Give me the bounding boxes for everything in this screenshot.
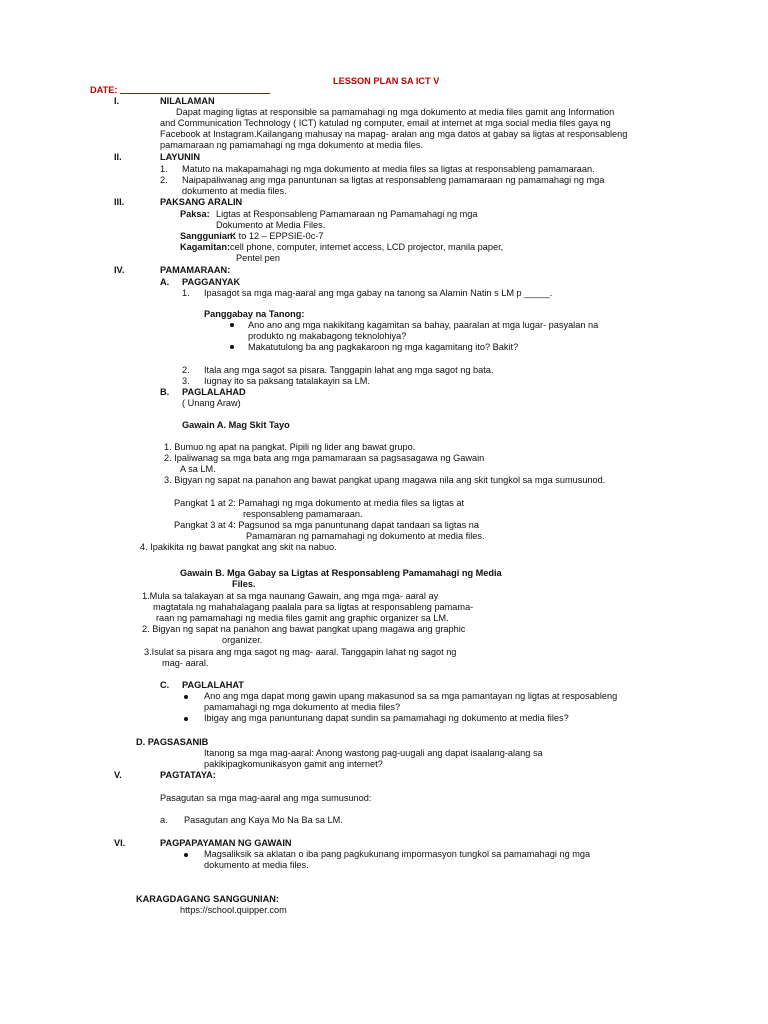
- nilalaman-line-2: and Communication Technology ( ICT) katulad ng computer, email at internet at mga social media files gaya ng: [160, 118, 611, 128]
- bullet-icon: [230, 345, 234, 349]
- pagganyak-3-number: 3.: [182, 376, 190, 386]
- pagganyak-3-text: Iugnay ito sa paksang tatalakayin sa LM.: [204, 376, 370, 386]
- gawain-a-step-4: 4. Ipakikita ng bawat pangkat ang skit na nabuo.: [140, 542, 337, 552]
- paglalahad-heading: PAGLALAHAD: [182, 387, 246, 397]
- nilalaman-line-4: pamamaraan ng pamamahagi ng mga dokumento at media files.: [160, 140, 424, 150]
- layunin-2-cont: dokumento at media files.: [182, 186, 287, 196]
- pagsasanib-line-1: Itanong sa mga mag-aaral: Anong wastong pag-uugali ang dapat isaalang-alang sa: [204, 748, 543, 758]
- panggabay-2: Makatutulong ba ang pagkakaroon ng mga kagamitang ito? Bakit?: [248, 342, 519, 352]
- gawain-b-step-3-line-2: mag- aaral.: [162, 658, 209, 668]
- date-label: DATE:: [90, 85, 118, 95]
- pagpapayaman-line-2: dokumento at media files.: [204, 860, 309, 870]
- pangkat-1-2-line-2: responsableng pamamaraan.: [243, 509, 363, 519]
- paglalahat-2: Ibigay ang mga panuntunang dapat sundin sa pamamahagi ng dokumento at media files?: [204, 713, 569, 723]
- paglalahat-letter: C.: [160, 680, 170, 690]
- paksa-line-2: Dokumento at Media Files.: [216, 220, 326, 230]
- pagtataya-intro: Pasagutan sa mga mag-aaral ang mga sumusunod:: [160, 793, 372, 803]
- section-iv-number: IV.: [114, 265, 125, 275]
- pagganyak-1-number: 1.: [182, 288, 190, 298]
- paglalahad-subheading: ( Unang Araw): [182, 398, 241, 408]
- pagsasanib-line-2: pakikipagkomunikasyon gamit ang internet?: [204, 759, 383, 769]
- layunin-1-text: Matuto na makapamahagi ng mga dokumento at media files sa ligtas at responsableng pamamaraan.: [182, 164, 595, 174]
- panggabay-heading: Panggabay na Tanong:: [204, 309, 305, 319]
- pagganyak-1-text: Ipasagot sa mga mag-aaral ang mga gabay na tanong sa Alamin Natin s LM p _____.: [204, 288, 553, 298]
- gawain-b-step-2-line-1: 2. Bigyan ng sapat na panahon ang bawat pangkat upang magawa ang graphic: [142, 624, 466, 634]
- layunin-2-text: Naipapaliwanag ang mga panuntunan sa ligtas at responsableng pamamaraan ng pamamahagi ng mga: [182, 175, 605, 185]
- layunin-2-number: 2.: [160, 175, 168, 185]
- kagamitan-line-1: cell phone, computer, internet access, LCD projector, manila paper,: [230, 242, 504, 252]
- gawain-a-step-2-line-1: 2. Ipaliwanag sa mga bata ang mga pamamaraan sa pagsasagawa ng Gawain: [164, 453, 485, 463]
- pagpapayaman-line-1: Magsaliksik sa aklatan o iba pang pagkukunang impormasyon tungkol sa pamamahagi ng mga: [204, 849, 591, 859]
- bullet-icon: [184, 717, 188, 721]
- date-blank-line: [120, 93, 270, 94]
- gawain-a-step-3: 3. Bigyan ng sapat na panahon ang bawat pangkat upang magawa nila ang skit tungkol sa mga sumusunod.: [164, 475, 606, 485]
- gawain-a-step-1: 1. Bumuo ng apat na pangkat. Pipili ng lider ang bawat grupo.: [164, 442, 416, 452]
- nilalaman-line-1: Dapat maging ligtas at responsible sa pamamahagi ng mga dokumento at media files gamit ang Information: [176, 107, 615, 117]
- sanggunian-label: Sanggunian:: [180, 231, 236, 241]
- paglalahat-1-line-1: Ano ang mga dapat mong gawin upang makasunod sa sa mga pamantayan ng ligtas at resposableng: [204, 691, 618, 701]
- gawain-b-step-1-line-1: 1.Mula sa talakayan at sa mga naunang Gawain, ang mga mga- aaral ay: [142, 591, 439, 601]
- layunin-1-number: 1.: [160, 164, 168, 174]
- sanggunian-value: K to 12 – EPPSIE-0c-7: [230, 231, 324, 241]
- reference-link[interactable]: https://school.quipper.com: [180, 905, 287, 915]
- section-iv-heading: PAMAMARAAN:: [160, 265, 231, 275]
- section-i-heading: NILALAMAN: [160, 96, 215, 106]
- bullet-icon: [184, 853, 188, 857]
- gawain-a-heading: Gawain A. Mag Skit Tayo: [182, 420, 290, 430]
- kagamitan-line-2: Pentel pen: [236, 253, 280, 263]
- gawain-b-step-1-line-3: raan ng pamamahagi ng media files gamit ang graphic organizer sa LM.: [156, 613, 449, 623]
- pagganyak-2-number: 2.: [182, 365, 190, 375]
- pagganyak-2-text: Itala ang mga sagot sa pisara. Tanggapin lahat ang mga sagot ng bata.: [204, 365, 494, 375]
- panggabay-1-line-2: produkto ng makabagong teknolohiya?: [248, 331, 407, 341]
- pangkat-3-4-line-2: Pamamaran ng pamamahagi ng dokumento at media files.: [246, 531, 485, 541]
- pangkat-3-4-line-1: Pangkat 3 at 4: Pagsunod sa mga panuntunang dapat tandaan sa ligtas na: [174, 520, 479, 530]
- section-vi-number: VI.: [114, 838, 126, 848]
- pagsasanib-heading: D. PAGSASANIB: [136, 737, 209, 747]
- pagganyak-heading: PAGGANYAK: [182, 277, 241, 287]
- gawain-b-heading-line-2: Files.: [232, 579, 256, 589]
- karagdagang-sanggunian-heading: KARAGDAGANG SANGGUNIAN:: [136, 894, 279, 904]
- paglalahad-letter: B.: [160, 387, 170, 397]
- nilalaman-line-3: Facebook at Instagram.Kailangang mahusay na mapag- aralan ang mga datos at gabay sa ligtas at responsableng: [160, 129, 628, 139]
- section-i-number: I.: [114, 96, 120, 106]
- gawain-b-step-1-line-2: magtatala ng mahahalagang paalala para sa ligtas at responsableng pamama-: [153, 602, 474, 612]
- bullet-icon: [184, 695, 188, 699]
- pagtataya-a-text: Pasagutan ang Kaya Mo Na Ba sa LM.: [184, 815, 343, 825]
- section-vi-heading: PAGPAPAYAMAN NG GAWAIN: [160, 838, 292, 848]
- gawain-b-step-2-line-2: organizer.: [222, 635, 263, 645]
- gawain-b-step-3-line-1: 3.Isulat sa pisara ang mga sagot ng mag- aaral. Tanggapin lahat ng sagot ng: [144, 647, 457, 657]
- paksa-line-1: Ligtas at Responsableng Pamamaraan ng Pamamahagi ng mga: [216, 209, 478, 219]
- section-v-number: V.: [114, 770, 122, 780]
- panggabay-1-line-1: Ano ano ang mga nakikitang kagamitan sa bahay, paaralan at mga lugar- pasyalan na: [248, 320, 599, 330]
- paksa-label: Paksa:: [180, 209, 210, 219]
- bullet-icon: [230, 323, 234, 327]
- section-iii-number: III.: [114, 197, 125, 207]
- gawain-b-heading-line-1: Gawain B. Mga Gabay sa Ligtas at Responsableng Pamamahagi ng Media: [180, 568, 502, 578]
- kagamitan-label: Kagamitan:: [180, 242, 231, 252]
- paglalahat-heading: PAGLALAHAT: [182, 680, 244, 690]
- section-v-heading: PAGTATAYA:: [160, 770, 216, 780]
- section-ii-number: II.: [114, 152, 122, 162]
- section-iii-heading: PAKSANG ARALIN: [160, 197, 243, 207]
- gawain-a-step-2-line-2: A sa LM.: [180, 464, 216, 474]
- section-ii-heading: LAYUNIN: [160, 152, 200, 162]
- paglalahat-1-line-2: pamamahagi ng mga dokumento at media files?: [204, 702, 401, 712]
- pagganyak-letter: A.: [160, 277, 170, 287]
- pagtataya-a-letter: a.: [160, 815, 168, 825]
- pangkat-1-2-line-1: Pangkat 1 at 2: Pamahagi ng mga dokumento at media files sa ligtas at: [174, 498, 465, 508]
- document-title: LESSON PLAN SA ICT V: [333, 76, 440, 86]
